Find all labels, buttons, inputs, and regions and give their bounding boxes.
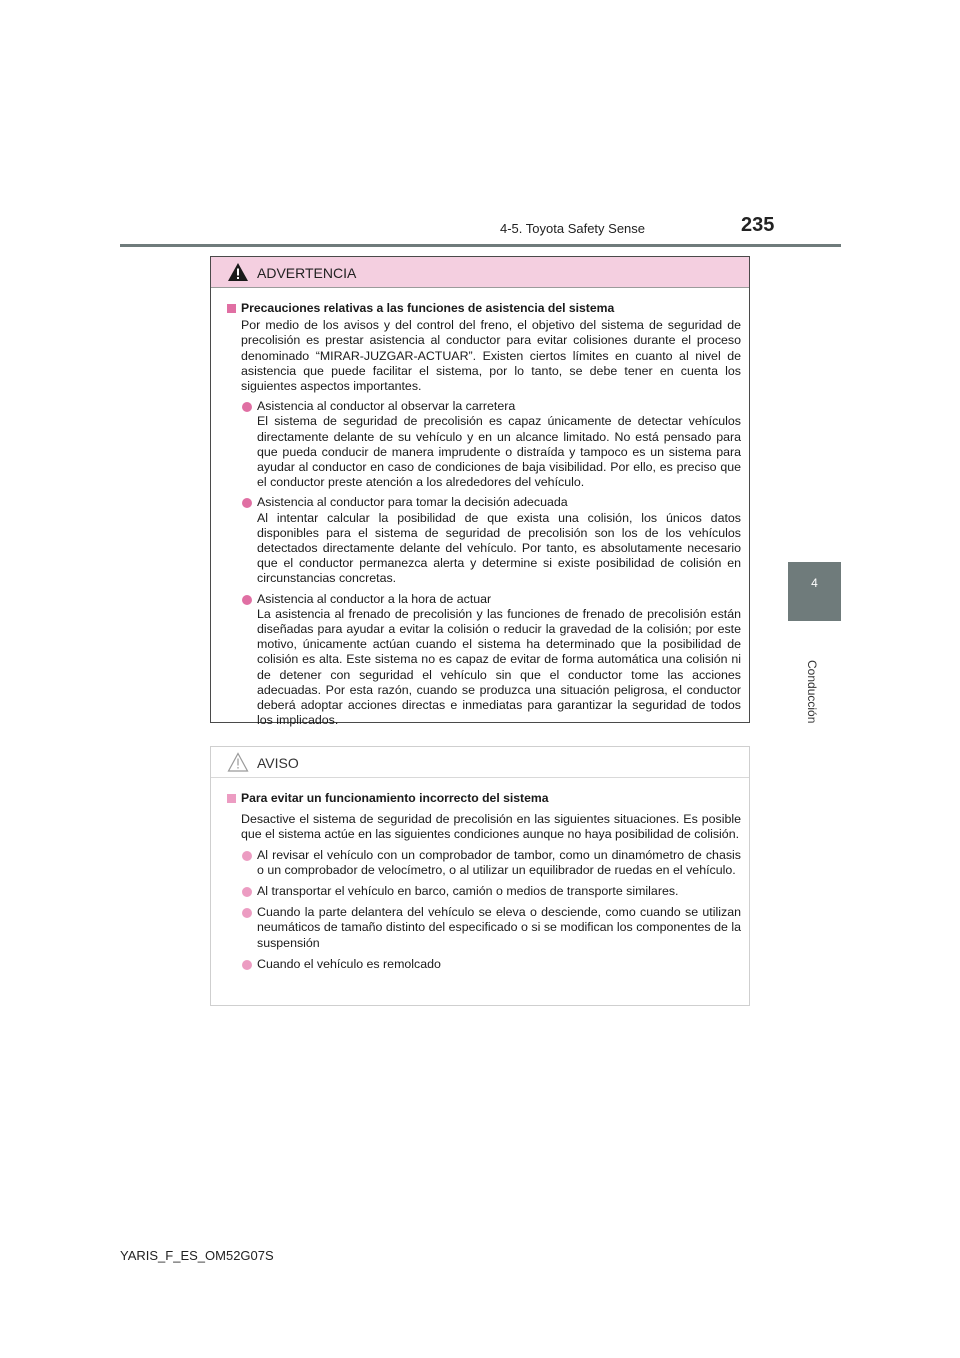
bullet-text: La asistencia al frenado de precolisión y las funciones de frenado de precolisión están diseñadas para ayudar a evitar la colisión o reducir la gravedad de la colisión; por este motivo, únicamente actúan cuando el sistema ha determinado que la posibilidad de colisión es alta. Este sistema no es capaz de evitar de forma automática una colisión ni de detener con seguridad el vehículo sin que el conductor tome las acciones adecuadas. Por esta razón, cuando se produzca una situación peligrosa, el conductor deberá adoptar acciones directas e inmediatas para garantizar la seguridad de todos los implicados. — [257, 606, 741, 728]
bullet-text: Al revisar el vehículo con un comprobador de tambor, como un dinamómetro de chasis o un comprobador de velocímetro, o al utilizar un equilibrador de ruedas en el vehículo. — [257, 847, 741, 877]
warning-triangle-icon — [227, 262, 249, 282]
bullet-text: Cuando la parte delantera del vehículo se eleva o desciende, como cuando se utilizan neumáticos de tamaño distinto del especificado o si se modifican los componentes de la suspensión — [257, 905, 741, 950]
bullet-text: Al transportar el vehículo en barco, camión o medios de transporte similares. — [257, 884, 679, 899]
bullet-heading: Asistencia al conductor al observar la carretera — [257, 399, 516, 414]
list-item — [227, 905, 741, 951]
list-item — [227, 592, 741, 729]
square-bullet-icon — [227, 304, 236, 313]
square-bullet-icon — [227, 794, 236, 803]
chapter-tab — [788, 562, 841, 621]
warning-title: ADVERTENCIA — [257, 265, 357, 281]
notice-header — [211, 747, 749, 778]
bullet-text: Al intentar calcular la posibilidad de que exista una colisión, los únicos datos disponibles para el sistema de seguridad de precolisión son los de los vehículos detectados directamente delante del vehículo. Por tanto, es absolutamente necesario que el conductor permanezca alerta y determine si existe posibilidad de colisión en circunstancias concretas. — [257, 510, 741, 586]
warning-intro: Por medio de los avisos y del control del freno, el objetivo del sistema de seguridad de precolisión es prestar asistencia al conductor para evitar colisiones durante el proceso denominado “MIRAR-JUZGAR-ACTUAR”. Existen ciertos límites en cuanto al nivel de asistencia que puede facilitar el sistema, por lo tanto, se debe tener en cuenta los siguientes aspectos importantes. — [241, 318, 741, 394]
chapter-number: 4 — [811, 576, 818, 590]
list-item — [227, 399, 741, 490]
warning-box — [210, 256, 750, 728]
bullet-text: El sistema de seguridad de precolisión es capaz únicamente de detectar vehículos directamente delante de su vehículo y en un alcance limitado. No está pensado para que pueda conducir de manera imprudente o distraída y tampoco es un sistema para ayudar al conductor en caso de condiciones de baja visibilidad. Por ello, es preciso que el conductor preste atención a los alrededores del vehículo. — [257, 414, 741, 490]
round-bullet-icon — [242, 908, 252, 918]
list-item — [227, 884, 741, 899]
header-divider — [120, 244, 841, 247]
list-item — [227, 957, 741, 972]
round-bullet-icon — [242, 851, 252, 861]
chapter-label: Conducción — [805, 660, 819, 724]
bullet-heading: Asistencia al conductor a la hora de actuar — [257, 591, 492, 606]
round-bullet-icon — [242, 402, 252, 412]
bullet-heading: Asistencia al conductor para tomar la decisión adecuada — [257, 495, 568, 510]
list-item — [227, 495, 741, 586]
warning-section-title: Precauciones relativas a las funciones de asistencia del sistema — [227, 301, 741, 316]
bullet-text: Cuando el vehículo es remolcado — [257, 956, 441, 971]
list-item — [227, 848, 741, 878]
round-bullet-icon — [242, 960, 252, 970]
notice-box — [210, 746, 750, 1006]
notice-section-title: Para evitar un funcionamiento incorrecto del sistema — [227, 791, 741, 806]
section-title: 4-5. Toyota Safety Sense — [500, 221, 646, 236]
round-bullet-icon — [242, 498, 252, 508]
warning-content — [227, 301, 741, 728]
caution-triangle-icon — [227, 752, 249, 772]
warning-header — [211, 257, 749, 288]
page-number: 235 — [741, 214, 775, 236]
notice-title: AVISO — [257, 755, 299, 771]
notice-content — [227, 791, 741, 972]
notice-intro: Desactive el sistema de seguridad de precolisión en las siguientes situaciones. Es posible que el sistema actúe en las siguientes condiciones aunque no haya posibilidad de colisión. — [241, 812, 741, 842]
document-code: YARIS_F_ES_OM52G07S — [120, 1248, 274, 1263]
round-bullet-icon — [242, 595, 252, 605]
round-bullet-icon — [242, 887, 252, 897]
